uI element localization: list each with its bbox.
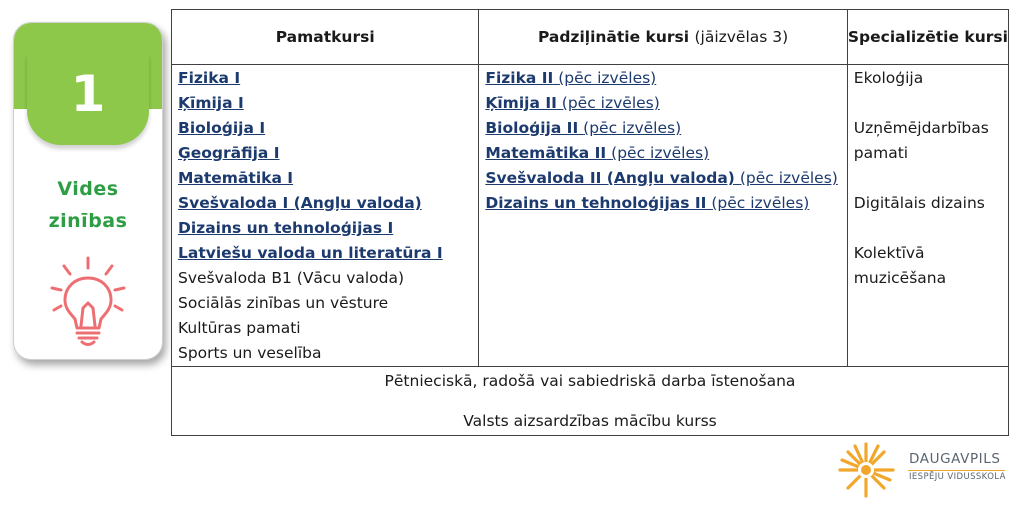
specializetais-item: Kolektīvā muzicēšana [853,244,947,287]
pamatkurss-item: Kultūras pamati [178,319,301,337]
specializetais-item: Uzņēmējdarbības pamati [853,119,989,162]
specializetais-item: Digitālais dizains [853,194,985,212]
padzilinatais-note: (pēc izvēles) [711,194,810,212]
padzilinatais-name: Svešvaloda II (Angļu valoda) [485,169,735,187]
padzilinatais-note: (pēc izvēles) [739,169,838,187]
course-table [171,9,1009,436]
pamatkurss-item[interactable] [178,116,472,141]
pamatkurss-item[interactable] [178,191,472,216]
pamatkurss-name: Svešvaloda I (Angļu valoda) [178,194,422,212]
padzilinatais-item[interactable] [485,166,840,191]
logo-name: DAUGAVPILS [909,451,1001,467]
pamatkurss-item: Svešvaloda B1 (Vācu valoda) [178,269,405,287]
padzilinatais-item[interactable] [485,141,840,166]
header-padzilinatie-label: Padziļinātie kursi [537,27,690,46]
header-padzilinatie [479,10,847,65]
specializetie-cell [847,65,1008,367]
padzilinatais-name: Matemātika II [485,144,607,162]
logo-divider [908,470,1005,471]
pamatkurss-name: Ķīmija I [178,94,244,112]
padzilinatais-note: (pēc izvēles) [611,144,710,162]
pamatkurss-item: Sociālās zinības un vēsture [178,294,389,312]
header-specializetie-label: Specializētie kursi [847,27,1008,46]
pamatkurss-name: Latviešu valoda un literatūra I [178,244,443,262]
card-title-line2: zinības [48,210,128,232]
padzilinatais-name: Dizains un tehnoloģijas II [485,194,707,212]
pamatkurss-name: Bioloģija I [178,119,266,137]
padzilinatais-item[interactable] [485,66,840,91]
footer-line-defense: Valsts aizsardzības mācību kurss [463,412,717,430]
pamatkurss-name: Ģeogrāfija I [178,144,280,162]
footer-row [172,367,1009,436]
specializetie-list [848,65,1008,291]
lightbulb-icon [48,256,128,348]
card-number: 1 [70,65,106,123]
card-title-line1: Vides [57,178,119,200]
padzilinatais-name: Ķīmija II [485,94,557,112]
pamatkurss-name: Dizains un tehnoloģijas I [178,219,394,237]
padzilinatie-cell [479,65,847,367]
header-pamatkursi-label: Pamatkursi [275,27,375,46]
pamatkurss-item[interactable] [178,141,472,166]
header-pamatkursi [172,10,479,65]
sun-logo-icon [833,440,899,500]
footer-cell [172,367,1009,436]
header-specializetie [847,10,1008,65]
pamatkursi-list [172,65,478,366]
courses-row [172,65,1009,367]
pamatkurss-item: Sports un veselība [178,344,322,362]
padzilinatie-list [479,65,846,216]
pamatkurss-item[interactable] [178,166,472,191]
padzilinatais-name: Bioloģija II [485,119,579,137]
pamatkurss-item[interactable] [178,66,472,91]
pamatkurss-name: Fizika I [178,69,241,87]
pamatkurss-item[interactable] [178,216,472,241]
padzilinatais-note: (pēc izvēles) [558,69,657,87]
padzilinatais-item[interactable] [485,116,840,141]
header-padzilinatie-note: (jāizvēlas 3) [694,27,789,46]
specializetais-item: Ekoloģija [853,69,924,87]
pamatkurss-name: Matemātika I [178,169,294,187]
padzilinatais-note: (pēc izvēles) [561,94,660,112]
card-title [14,173,162,237]
footer-line-research: Pētnieciskā, radošā vai sabiedriskā darba īstenošana [384,372,796,390]
pamatkursi-cell [172,65,479,367]
pamatkurss-item[interactable] [178,241,472,266]
padzilinatais-item[interactable] [485,191,840,216]
school-logo [833,440,1013,500]
padzilinatais-item[interactable] [485,91,840,116]
padzilinatais-name: Fizika II [485,69,554,87]
padzilinatais-note: (pēc izvēles) [583,119,682,137]
pamatkurss-item[interactable] [178,91,472,116]
logo-subtitle: IESPĒJU VIDUSSKOLA [909,472,1006,482]
category-card [13,22,163,360]
header-row [172,10,1009,65]
